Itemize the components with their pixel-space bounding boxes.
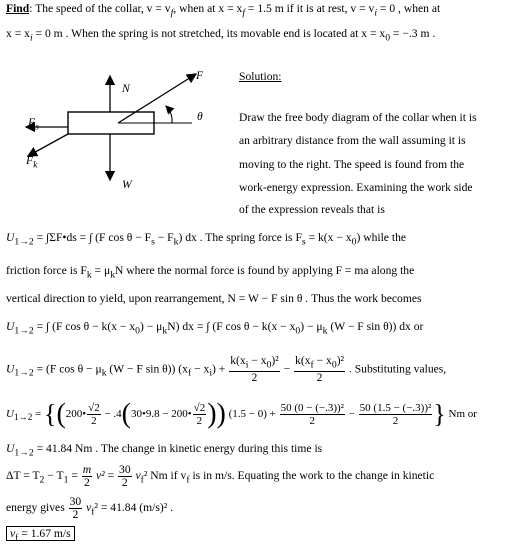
sub: k [162, 325, 168, 337]
t: v [83, 501, 92, 514]
sub: 2 [39, 474, 45, 486]
solution-p5: of the expression reveals that is [239, 203, 385, 216]
solution-p4: work-energy expression. Examining the work side [239, 181, 473, 194]
sub: 1→2 [13, 412, 33, 423]
t: ) dx . The spring force is F [178, 231, 302, 244]
t: − [345, 408, 358, 420]
t: = [104, 469, 118, 482]
angle-arc [166, 106, 172, 123]
sub: i [209, 367, 213, 379]
num: 30 [119, 462, 131, 476]
find-line-1 [6, 2, 440, 20]
work-integral-line [6, 231, 406, 249]
t: (1.5 − 0) + [225, 408, 279, 420]
sub: i [245, 359, 249, 371]
t: (W − F sin θ)) (x [106, 362, 188, 376]
sub: 1 [63, 474, 69, 486]
find-text-2a: x = x [6, 27, 30, 40]
t: = 41.84 Nm . The change in kinetic energy during this time is [33, 442, 323, 455]
sub: f [170, 7, 174, 19]
t: − x [313, 354, 332, 367]
t: 200• [65, 408, 87, 420]
find-text-2e: = −.3 m . [390, 27, 436, 40]
t: U [6, 408, 14, 420]
fk: F [26, 154, 34, 167]
t: U [6, 320, 15, 333]
label-theta: θ [197, 110, 203, 123]
t: − .4 [101, 408, 122, 420]
fraction [280, 402, 345, 427]
num: 50 (1.5 − (−.3))² [359, 401, 432, 414]
sub: k [322, 325, 328, 337]
t: − x [248, 354, 267, 367]
sub: k [86, 269, 92, 281]
t: − x [191, 362, 210, 376]
kinetic-energy-line [6, 462, 434, 494]
den: 2 [316, 371, 323, 385]
t: k(x [230, 354, 246, 367]
t: ) − μ [139, 320, 163, 333]
sub: f [91, 506, 95, 518]
sub: k [173, 236, 179, 248]
t: ² Nm if v [143, 469, 187, 482]
paren: )) [207, 398, 226, 430]
final-answer [6, 527, 75, 545]
t: friction force is F [6, 264, 87, 277]
den: 2 [84, 475, 90, 489]
label-F: F [196, 69, 204, 82]
sub: i [374, 7, 378, 19]
den: 2 [121, 475, 128, 489]
t: 30•9.8 − 200• [131, 408, 192, 420]
sub: 0 [135, 325, 140, 337]
t: = μ [91, 264, 111, 277]
t: is in m/s. Equating the work to the change in kinetic [189, 469, 435, 482]
t: ) + [212, 362, 229, 376]
num: m [82, 462, 92, 476]
t: − [280, 362, 294, 376]
fraction [69, 496, 83, 521]
t: = ∫ΣF•ds = ∫ [33, 231, 93, 244]
sub: f [187, 367, 192, 379]
work-result-line [6, 442, 322, 460]
t: − F [154, 231, 174, 244]
den: 2 [392, 414, 399, 427]
t: = 1.67 m/s [18, 527, 71, 540]
t: ΔT = T [6, 469, 40, 482]
t: U [6, 231, 15, 244]
fs: F [28, 116, 36, 129]
sub: s [301, 236, 306, 248]
t: = [32, 408, 44, 420]
t: = k(x − x [305, 231, 352, 244]
work-expanded-line [6, 320, 423, 338]
brace: } [433, 399, 446, 429]
fraction [193, 402, 207, 427]
t: v [132, 469, 141, 482]
t: U [6, 442, 15, 455]
paren: ( [56, 398, 66, 430]
brace: { [43, 399, 57, 429]
den: 2 [91, 414, 97, 427]
fraction [82, 464, 92, 489]
find-text-1c: , when at x = x [173, 2, 243, 15]
t: ) − μ [300, 320, 323, 333]
t: )² [271, 354, 279, 367]
t: . Substituting values, [346, 362, 447, 376]
sub: 1→2 [14, 325, 34, 337]
t: ² = 41.84 (m/s)² . [94, 501, 174, 514]
sub: 0 [295, 325, 301, 337]
t: energy gives [6, 501, 68, 514]
t: = ∫ (F cos θ − k(x − x [33, 320, 136, 333]
t: = (F cos θ − μ [33, 362, 102, 376]
find-text-2c: = 0 m . When the spring is not stretched, its movable end is located at x = x [32, 27, 386, 40]
solution-heading: Solution: [239, 70, 282, 83]
num [229, 355, 279, 372]
paren: ( [121, 398, 131, 430]
find-text-1e: = 1.5 m if it is at rest, v = v [245, 2, 375, 15]
num: 50 (0 − (−.3))² [280, 401, 344, 414]
sub: k [101, 367, 107, 379]
solution-p1: Draw the free body diagram of the collar when it is [239, 111, 477, 124]
den: 2 [196, 414, 203, 427]
den: 2 [251, 371, 258, 385]
sub: f [242, 7, 245, 19]
den: 2 [309, 414, 316, 427]
t: U [6, 362, 15, 376]
sub: s [35, 121, 39, 133]
sub: f [140, 474, 144, 486]
sub: 1→2 [14, 367, 34, 379]
sub: k [110, 269, 116, 281]
fraction [294, 355, 345, 384]
normal-line: vertical direction to yield, upon rearrangement, N = W − F sin θ . Thus the work becomes [6, 292, 422, 305]
energy-equation-line [6, 494, 173, 526]
find-text-1g: = 0 , when at [377, 2, 441, 15]
t: = [68, 469, 81, 482]
fraction [87, 402, 101, 427]
answer-box [6, 526, 75, 544]
sub: 0 [385, 32, 391, 44]
t: N) dx = ∫ (F cos θ − k(x − x [167, 320, 296, 333]
sub: 0 [351, 236, 357, 248]
num: 30 [69, 494, 82, 508]
label-W: W [122, 178, 132, 191]
sub: i [29, 32, 33, 44]
label-N: N [122, 82, 130, 95]
friction-force-arrow [28, 134, 68, 156]
substitution-line [6, 400, 477, 431]
fraction [229, 355, 279, 384]
t: N where the normal force is found by applying F = ma along the [115, 264, 415, 277]
find-label: Find [6, 2, 30, 15]
num: √2 [193, 401, 206, 414]
sub: 1→2 [14, 236, 34, 248]
label-Fs [28, 116, 39, 132]
num: √2 [88, 401, 100, 414]
t: − T [44, 469, 64, 482]
sub: 0 [266, 359, 272, 371]
solution-p2: an arbitrary distance from the wall assuming it is [239, 134, 466, 147]
fraction [359, 402, 433, 427]
t: k(x [295, 354, 311, 367]
label-Fk [26, 154, 37, 170]
sub: s [151, 236, 155, 248]
sub: 0 [331, 359, 337, 371]
fraction [118, 464, 132, 489]
sub: f [310, 359, 314, 371]
t: (F cos θ − F [92, 231, 152, 244]
work-integrated-line [6, 355, 446, 388]
sub: f [15, 532, 19, 544]
find-text-1a: : The speed of the collar, v = v [29, 2, 171, 15]
solution-p3: moving to the right. The speed is found from the [239, 158, 465, 171]
sub: k [33, 159, 38, 171]
t: ) while the [356, 231, 407, 244]
t: (W − F sin θ)) dx or [327, 320, 424, 333]
den: 2 [72, 507, 79, 521]
sub: f [186, 474, 190, 486]
t: )² [336, 354, 345, 367]
t: v [10, 527, 16, 540]
t: v² [93, 469, 105, 482]
find-line-2 [6, 27, 435, 45]
t: Nm or [445, 408, 477, 420]
friction-line [6, 264, 414, 282]
num [294, 355, 345, 372]
sub: 1→2 [14, 447, 34, 459]
